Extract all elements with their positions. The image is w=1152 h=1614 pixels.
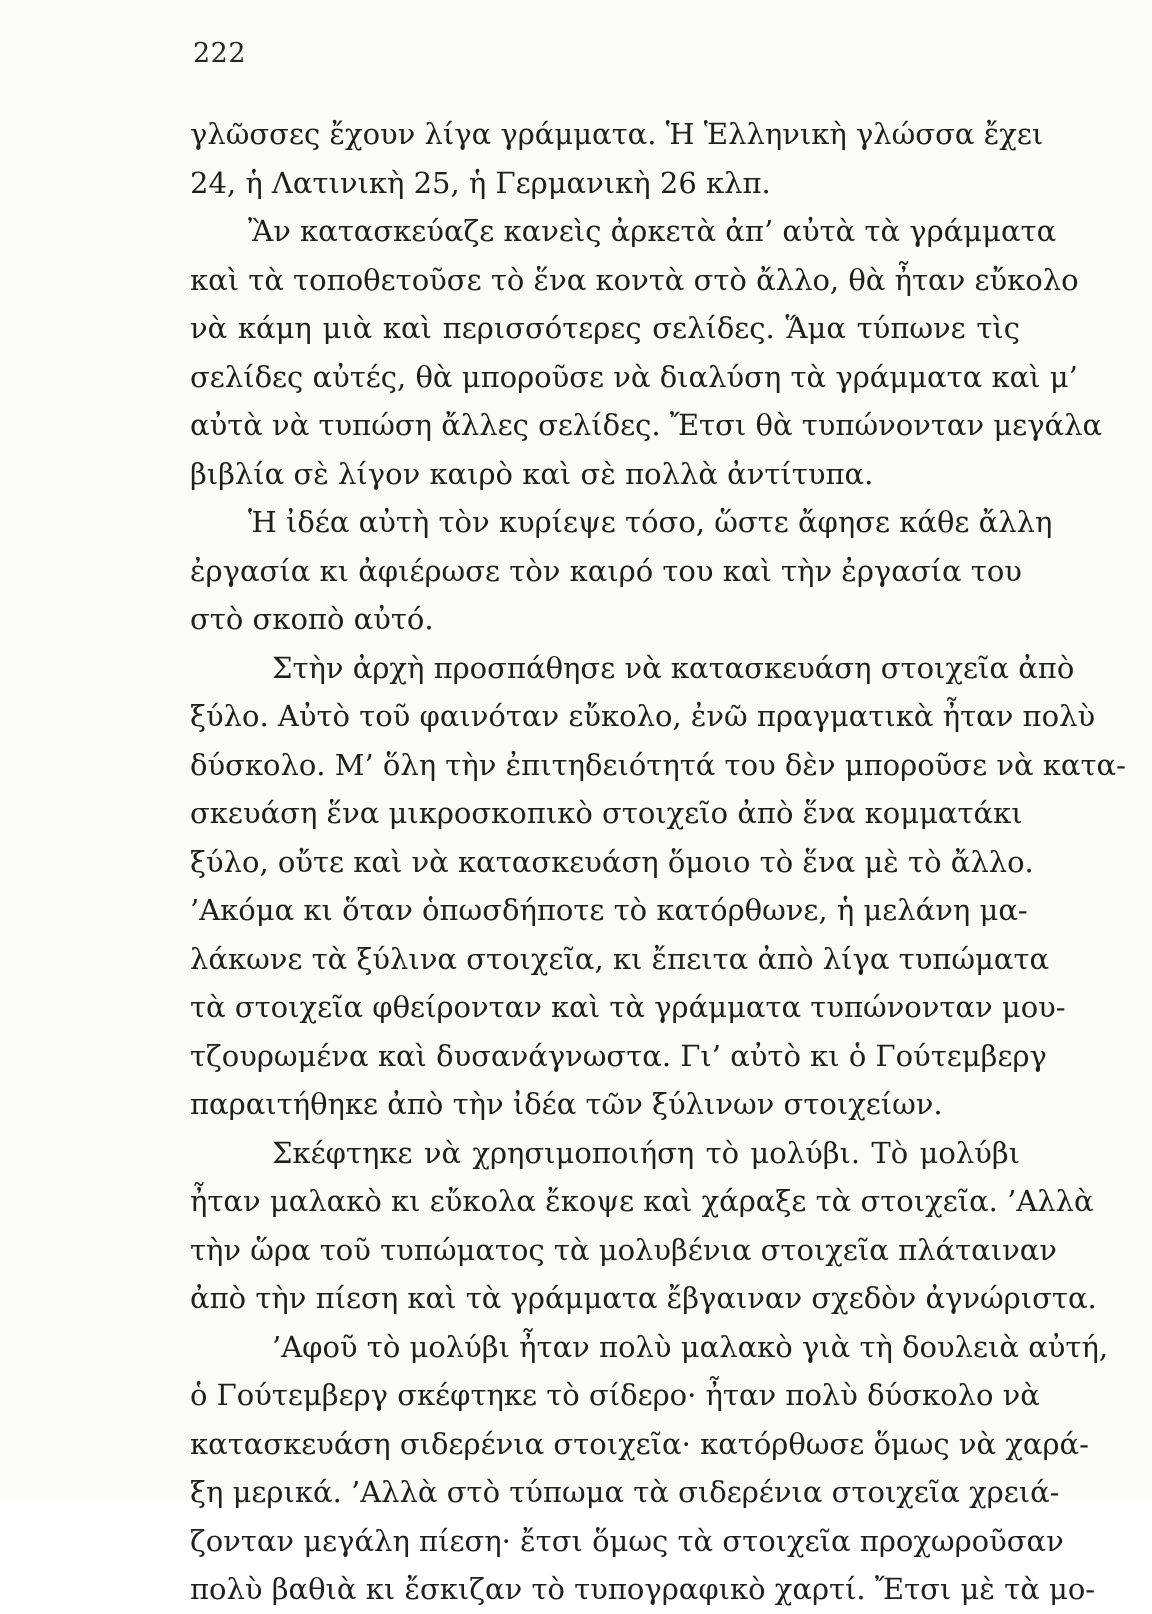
text-line: ὁ Γούτεμβεργ σκέφτηκε τὸ σίδερο· ἦταν πολὺ δύσκολο νὰ <box>190 1378 1040 1412</box>
text-line: ἐργασία κι ἀφιέρωσε τὸν καιρό του καὶ τὴν ἐργασία του <box>190 553 1022 588</box>
text-line: 24, ἡ Λατινικὴ 25, ἡ Γερμανικὴ 26 κλπ. <box>190 165 771 200</box>
text-line: Στὴν ἀρχὴ προσπάθησε νὰ κατασκευάση στοιχεῖα ἀπὸ <box>272 650 1075 685</box>
text-line: λάκωνε τὰ ξύλινα στοιχεῖα, κι ἔπειτα ἀπὸ λίγα τυπώματα <box>190 941 1050 976</box>
text-line: γλῶσσες ἔχουν λίγα γράμματα. Ἡ Ἑλληνικὴ γλώσσα ἔχει <box>190 117 1044 151</box>
text-line: ἀπὸ τὴν πίεση καὶ τὰ γράμματα ἔβγαιναν σχεδὸν ἀγνώριστα. <box>190 1281 1097 1315</box>
text-line: Σκέφτηκε νὰ χρησιμοποιήση τὸ μολύβι. Τὸ μολύβι <box>272 1135 1020 1170</box>
text-line: ζονταν μεγάλη πίεση· ἔτσι ὅμως τὰ στοιχεῖα προχωροῦσαν <box>190 1523 1064 1558</box>
text-line: βιβλία σὲ λίγον καιρὸ καὶ σὲ πολλὰ ἀντίτυπα. <box>190 456 874 491</box>
text-line: σελίδες αὐτές, θὰ μποροῦσε νὰ διαλύση τὰ γράμματα καὶ μ’ <box>190 359 1078 394</box>
text-line: ἦταν μαλακὸ κι εὔκολα ἔκοψε καὶ χάραξε τὰ στοιχεῖα. ’Αλλὰ <box>190 1184 1094 1218</box>
text-line: καὶ τὰ τοποθετοῦσε τὸ ἕνα κοντὰ στὸ ἄλλο, θὰ ἦταν εὔκολο <box>190 262 1079 297</box>
text-line: νὰ κάμη μιὰ καὶ περισσότερες σελίδες. Ἅμα τύπωνε τὶς <box>190 311 1020 345</box>
text-line: ξη μερικά. ’Αλλὰ στὸ τύπωμα τὰ σιδερένια στοιχεῖα χρειά- <box>190 1475 1060 1509</box>
text-line: ’Ακόμα κι ὅταν ὁπωσδήποτε τὸ κατόρθωνε, ἡ μελάνη μα- <box>190 893 1028 927</box>
text-line: αὐτὰ νὰ τυπώση ἄλλες σελίδες. Ἔτσι θὰ τυπώνονταν μεγάλα <box>190 408 1103 442</box>
text-line: ’Αφοῦ τὸ μολύβι ἦταν πολὺ μαλακὸ γιὰ τὴ δουλειὰ αὐτή, <box>272 1329 1109 1364</box>
text-line: σκευάση ἕνα μικροσκοπικὸ στοιχεῖο ἀπὸ ἕνα κομματάκι <box>190 796 1023 830</box>
text-line: τζουρωμένα καὶ δυσανάγνωστα. Γι’ αὐτὸ κι ὁ Γούτεμβεργ <box>190 1038 1047 1073</box>
text-line: τὰ στοιχεῖα φθείρονταν καὶ τὰ γράμματα τυπώνονταν μου- <box>190 990 1066 1024</box>
text-line: στὸ σκοπὸ αὐτό. <box>190 602 434 636</box>
text-line: πολὺ βαθιὰ κι ἔσκιζαν τὸ τυπογραφικὸ χαρτί. Ἔτσι μὲ τὰ μο- <box>190 1572 1096 1606</box>
page-number: 222 <box>193 38 247 69</box>
text-line: κατασκευάση σιδερένια στοιχεῖα· κατόρθωσε ὅμως νὰ χαρά- <box>190 1426 1089 1461</box>
text-line: ξύλο. Αὐτὸ τοῦ φαινόταν εὔκολο, ἐνῶ πραγματικὰ ἦταν πολὺ <box>190 699 1096 733</box>
text-line: δύσκολο. Μ’ ὅλη τὴν ἐπιτηδειότητά του δὲν μποροῦσε νὰ κατα- <box>190 747 1126 782</box>
text-line: ξύλο, οὔτε καὶ νὰ κατασκευάση ὅμοιο τὸ ἕνα μὲ τὸ ἄλλο. <box>190 844 1034 879</box>
text-line: τὴν ὥρα τοῦ τυπώματος τὰ μολυβένια στοιχεῖα πλάταιναν <box>190 1232 1057 1267</box>
text-line: Ἡ ἰδέα αὐτὴ τὸν κυρίεψε τόσο, ὥστε ἄφησε κάθε ἄλλη <box>248 505 1053 539</box>
text-line: παραιτήθηκε ἀπὸ τὴν ἰδέα τῶν ξύλινων στοιχείων. <box>190 1087 943 1121</box>
body-text <box>190 110 1126 1614</box>
text-line: Ἂν κατασκεύαζε κανεὶς ἀρκετὰ ἀπ’ αὐτὰ τὰ γράμματα <box>248 214 1057 248</box>
